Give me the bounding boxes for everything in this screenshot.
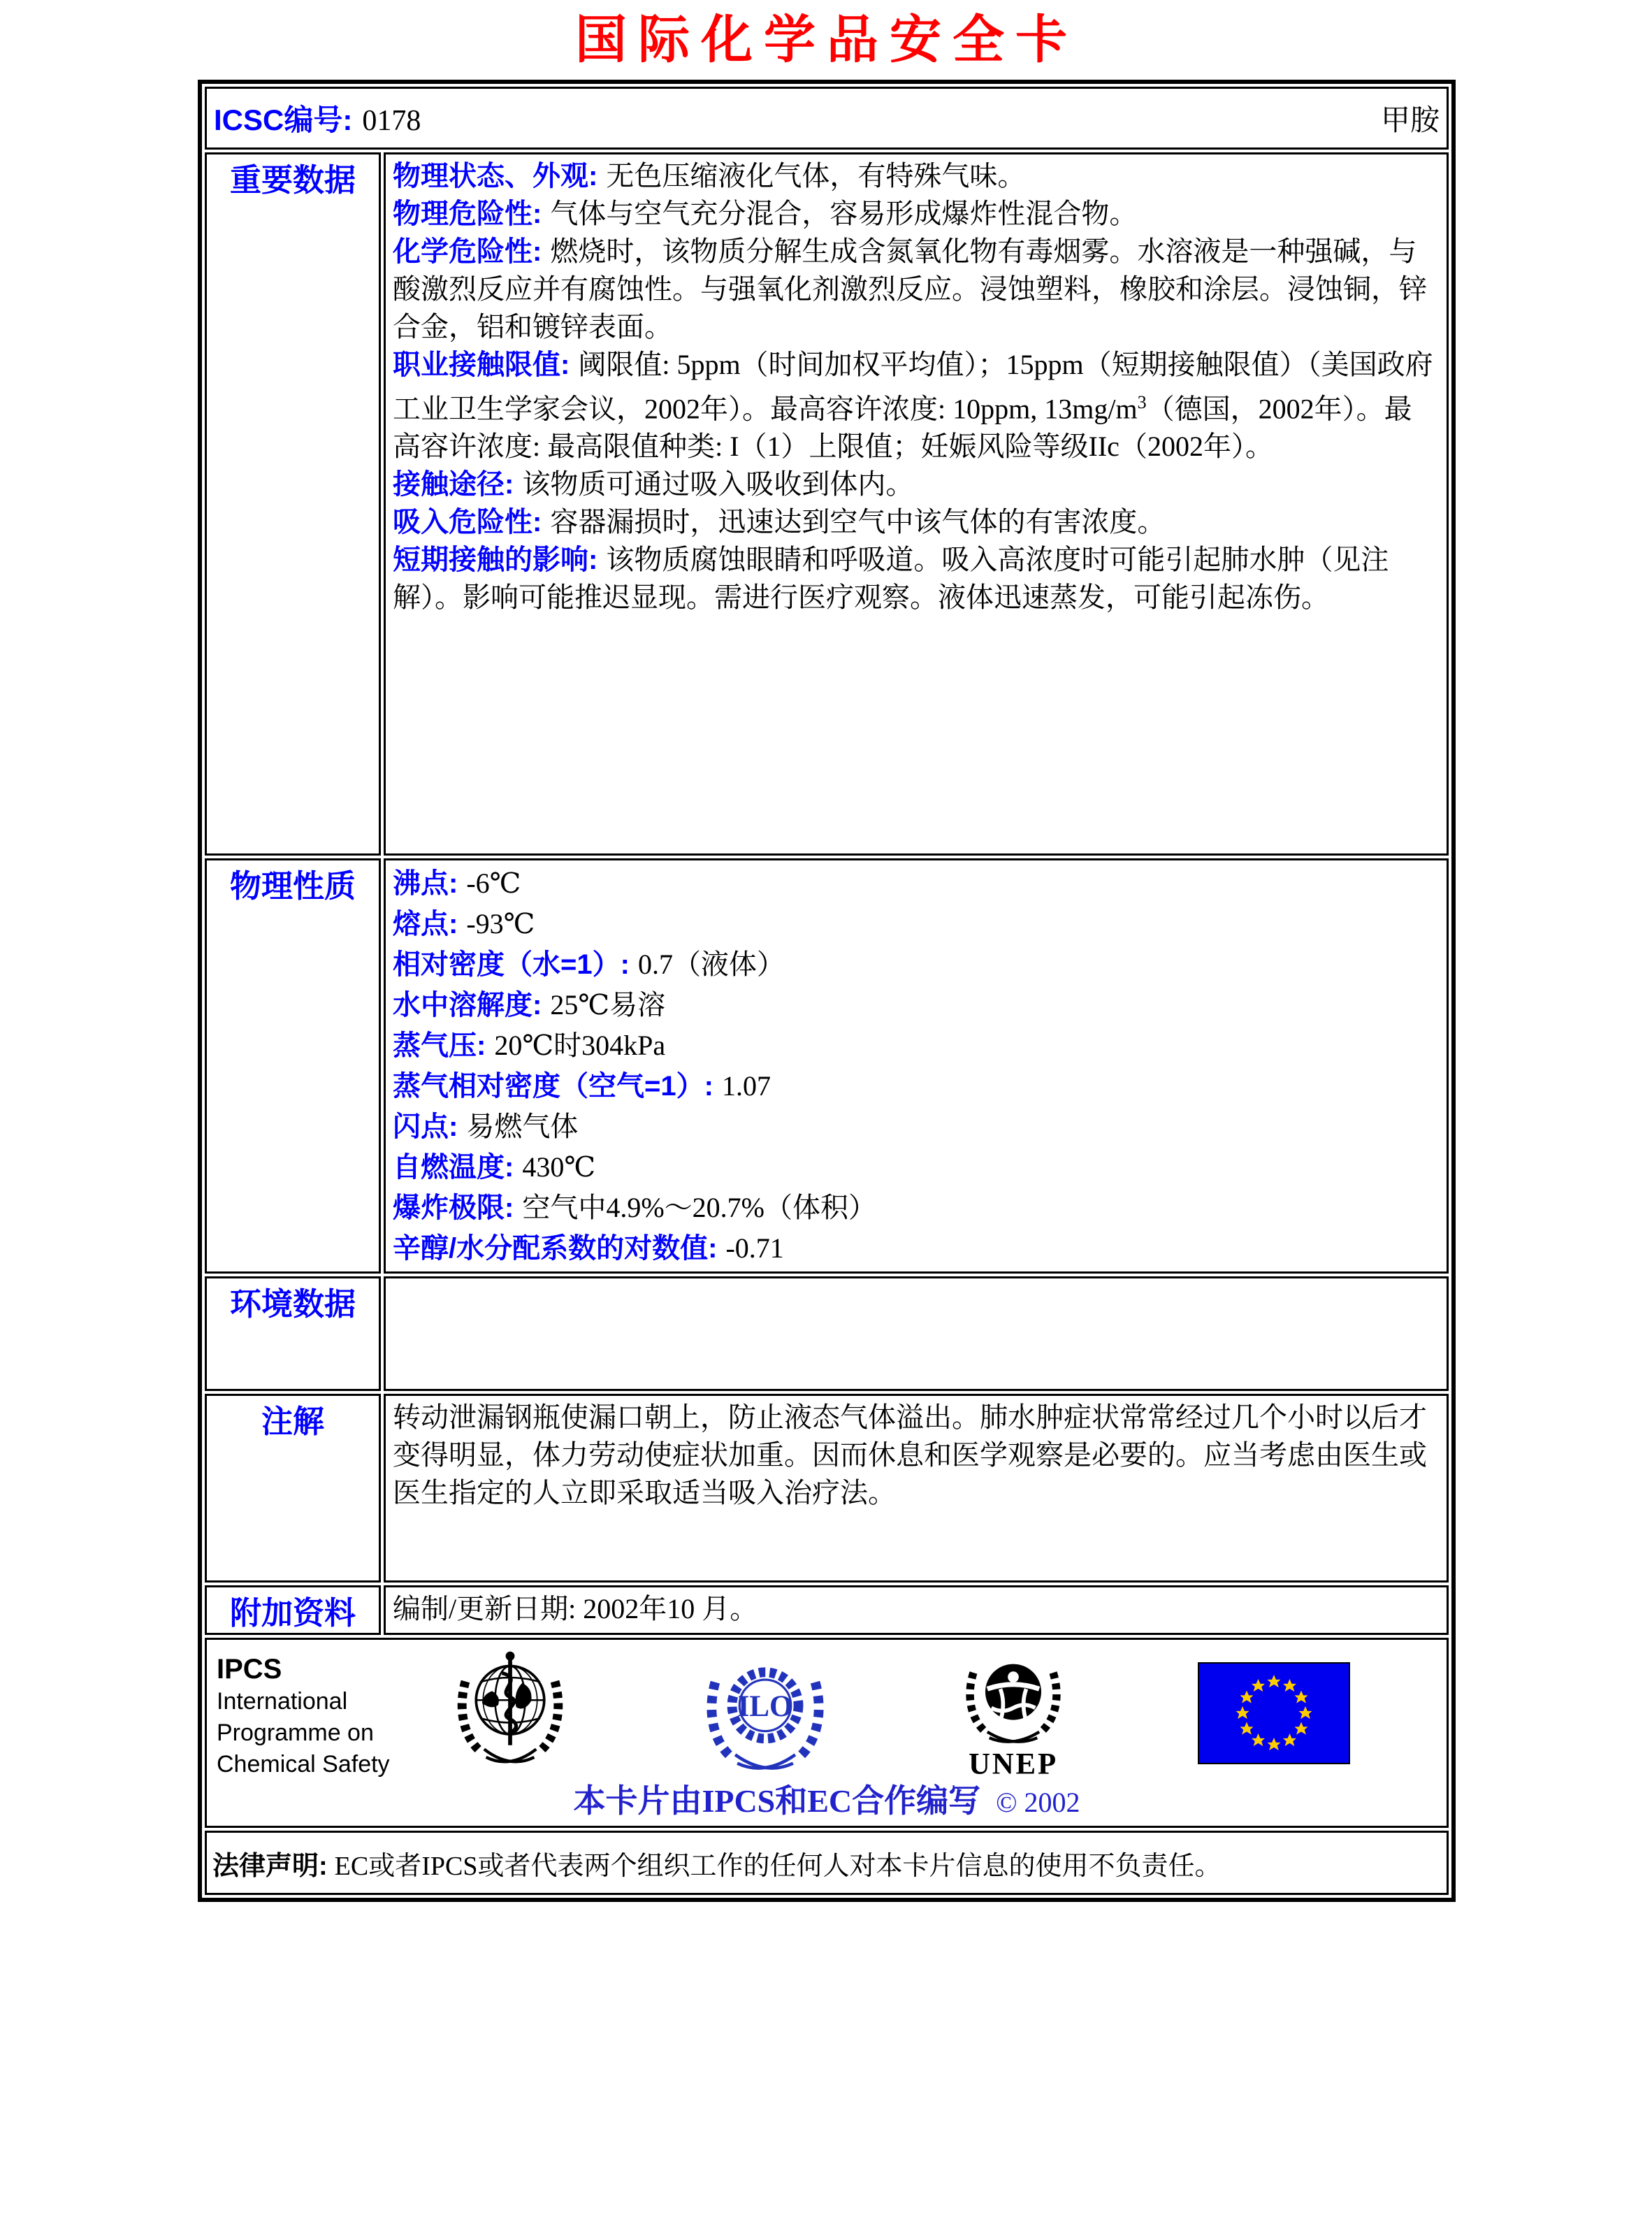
icsc-number-value: 0178 [362, 105, 421, 137]
physical-properties-row [205, 858, 1449, 1274]
property-label: 熔点: [393, 909, 458, 939]
unep-logo-icon [953, 1644, 1073, 1784]
property-vapor-pressure [393, 1025, 1440, 1066]
property-log-pow [393, 1228, 1440, 1269]
entry-label: 化学危险性: [393, 236, 542, 267]
entry-text: 该物质腐蚀眼睛和呼吸道。吸入高浓度时可能引起肺水肿（见注解）。影响可能推迟显现。需进行医疗观察。液体迅速蒸发，可能引起冻伤。 [393, 544, 1389, 614]
entry-label: 职业接触限值: [393, 349, 570, 380]
entry-label: 接触途径: [393, 469, 514, 500]
property-explosive-limits [393, 1188, 1440, 1228]
property-value: 1.07 [721, 1070, 771, 1102]
cooperation-caption [207, 1775, 1447, 1822]
ipcs-subtitle-line: Chemical Safety [217, 1751, 390, 1778]
property-value: 25℃易溶 [550, 989, 666, 1021]
row-label-important: 重要数据 [229, 162, 356, 198]
icsc-number-group [214, 97, 421, 139]
logos-row [205, 1638, 1449, 1828]
property-value: 430℃ [522, 1151, 596, 1183]
ipcs-acronym: IPCS [217, 1654, 282, 1685]
important-data-content [386, 154, 1447, 853]
property-melting-point [393, 904, 1440, 944]
property-value: 空气中4.9%～20.7%（体积） [522, 1192, 876, 1223]
entry-physical-state [393, 157, 1440, 195]
property-label: 沸点: [393, 868, 458, 899]
ipcs-block [217, 1652, 390, 1780]
legal-label: 法律声明: [212, 1851, 328, 1881]
property-value: 20℃时304kPa [494, 1030, 666, 1061]
entry-text: 气体与空气充分混合，容易形成爆炸性混合物。 [550, 198, 1138, 229]
entry-text: 无色压缩液化气体，有特殊气味。 [606, 160, 1026, 192]
entry-text: 容器漏损时，迅速达到空气中该气体的有害浓度。 [550, 506, 1166, 538]
ilo-monogram: ILO [737, 1690, 793, 1724]
entry-exposure-routes [393, 466, 1440, 503]
entry-short-term-effects [393, 541, 1440, 617]
ipcs-subtitle-line: Programme on [217, 1720, 374, 1746]
property-value: -6℃ [466, 867, 521, 899]
property-label: 水中溶解度: [393, 990, 542, 1021]
eu-flag-icon [1198, 1662, 1350, 1764]
additional-info-row [205, 1585, 1449, 1635]
row-label-physical: 物理性质 [229, 868, 356, 904]
important-data-row [205, 152, 1449, 856]
chemical-name: 甲胺 [1380, 105, 1440, 137]
unep-wordmark: UNEP [968, 1747, 1059, 1781]
logos-strip [207, 1640, 1447, 1826]
row-label-additional: 附加资料 [229, 1595, 356, 1631]
property-value: 易燃气体 [466, 1111, 579, 1142]
page-title: 国际化学品安全卡 [575, 12, 1078, 69]
superscript: 3 [1137, 392, 1147, 412]
legal-row [205, 1831, 1449, 1895]
property-vapor-density [393, 1066, 1440, 1106]
entry-label: 物理危险性: [393, 199, 542, 229]
ipcs-subtitle-line: International [217, 1688, 348, 1715]
additional-info-content: 编制/更新日期: 2002年10 月。 [393, 1593, 758, 1624]
notes-row [205, 1394, 1449, 1583]
property-label: 爆炸极限: [393, 1192, 514, 1223]
header-row [205, 87, 1449, 150]
entry-text: 燃烧时，该物质分解生成含氮氧化物有毒烟雾。水溶液是一种强碱，与酸激烈反应并有腐蚀性。与强氧化剂激烈反应。浸蚀塑料，橡胶和涂层。浸蚀铜，锌合金，铝和镀锌表面。 [393, 236, 1427, 343]
copyright-text: © 2002 [996, 1787, 1080, 1818]
who-logo-icon [450, 1644, 570, 1778]
row-label-notes: 注解 [261, 1404, 324, 1439]
property-label: 闪点: [393, 1111, 458, 1142]
entry-physical-danger [393, 195, 1440, 233]
legal-text: EC或者IPCS或者代表两个组织工作的任何人对本卡片信息的使用不负责任。 [334, 1851, 1222, 1881]
icsc-number-label: ICSC编号: [214, 103, 353, 136]
entry-label: 吸入危险性: [393, 507, 542, 538]
property-flash-point [393, 1106, 1440, 1147]
legal-statement [207, 1833, 1447, 1893]
property-water-solubility [393, 985, 1440, 1025]
property-label: 蒸气相对密度（空气=1）: [393, 1071, 713, 1102]
ilo-logo-icon [700, 1645, 830, 1774]
property-value: -93℃ [466, 908, 535, 939]
property-autoignition [393, 1147, 1440, 1188]
property-label: 自燃温度: [393, 1152, 514, 1183]
entry-label: 物理状态、外观: [393, 161, 598, 192]
notes-content: 转动泄漏钢瓶使漏口朝上，防止液态气体溢出。肺水肿症状常常经过几个小时以后才变得明显，体力劳动使症状加重。因而休息和医学观察是必要的。应当考虑由医生或医生指定的人立即采取适当吸入治疗法。 [393, 1401, 1427, 1508]
entry-inhalation-risk [393, 503, 1440, 541]
page [198, 0, 1456, 1902]
cooperation-caption-text: 本卡片由IPCS和EC合作编写 [573, 1783, 981, 1819]
entry-label: 短期接触的影响: [393, 545, 598, 576]
property-label: 蒸气压: [393, 1030, 486, 1061]
property-boiling-point [393, 863, 1440, 904]
property-value: -0.71 [725, 1232, 784, 1264]
environmental-data-content [386, 1278, 1447, 1389]
icsc-card-table [198, 80, 1456, 1902]
entry-text: 阈限值: 5ppm（时间加权平均值）；15ppm（短期接触限值）（美国政府工业卫生学家会议，2002年）。最高容许浓度: 10ppm, 13mg/m [393, 349, 1433, 425]
entry-chemical-danger [393, 233, 1440, 346]
physical-properties-content [386, 860, 1447, 1271]
environmental-data-row [205, 1276, 1449, 1391]
property-relative-density [393, 944, 1440, 985]
entry-text: （德国，2002年）。最高容许浓度: 最高限值种类: I（1）上限值；妊娠风险等级IIc（2002年）。 [393, 393, 1412, 463]
entry-exposure-limits [393, 346, 1440, 466]
entry-text: 该物质可通过吸入吸收到体内。 [522, 468, 914, 500]
property-value: 0.7（液体） [637, 949, 785, 980]
property-label: 相对密度（水=1）: [393, 949, 630, 980]
row-label-environment: 环境数据 [229, 1286, 356, 1322]
property-label: 辛醇/水分配系数的对数值: [393, 1233, 718, 1264]
